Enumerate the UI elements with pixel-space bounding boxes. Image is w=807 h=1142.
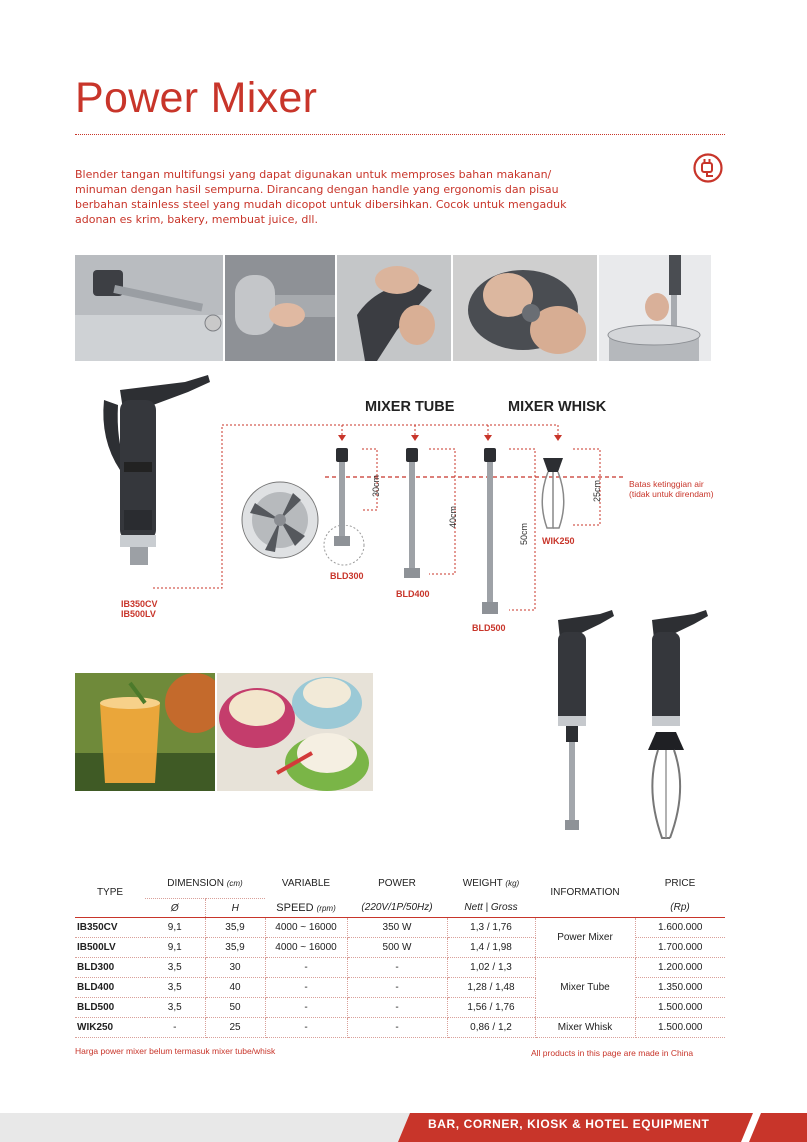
cell-h: 35,9: [205, 938, 265, 958]
col-dimension: DIMENSION (cm): [145, 868, 265, 899]
cell-price: 1.350.000: [635, 978, 725, 998]
cell-d: 3,5: [145, 958, 205, 978]
cell-power: -: [347, 998, 447, 1018]
cell-type: BLD400: [75, 978, 145, 998]
water-note-line2: (tidak untuk direndam): [629, 489, 714, 499]
cell-info-power-mixer: Power Mixer: [535, 918, 635, 958]
cell-d: 9,1: [145, 918, 205, 938]
col-price-unit: (Rp): [635, 899, 725, 918]
cell-weight: 1,02 / 1,3: [447, 958, 535, 978]
cell-info-mixer-whisk: Mixer Whisk: [535, 1018, 635, 1038]
mixer-tube-heading: MIXER TUBE: [365, 399, 455, 415]
cell-speed: 4000 ~ 16000: [265, 938, 347, 958]
water-level-note: [629, 479, 714, 499]
ice-cream-photo: [217, 673, 373, 791]
cell-speed: -: [265, 978, 347, 998]
cell-d: -: [145, 1018, 205, 1038]
water-note-line1: Batas ketinggian air: [629, 479, 704, 489]
cell-type: BLD500: [75, 998, 145, 1018]
cell-h: 40: [205, 978, 265, 998]
length-bld300: 30cm: [371, 474, 381, 497]
cell-type: WIK250: [75, 1018, 145, 1038]
cell-d: 3,5: [145, 978, 205, 998]
assembled-products-image: [540, 610, 720, 840]
cell-price: 1.500.000: [635, 998, 725, 1018]
cell-price: 1.500.000: [635, 1018, 725, 1038]
cell-speed: -: [265, 1018, 347, 1038]
cell-type: IB500LV: [75, 938, 145, 958]
photo-detach-tube: [225, 255, 335, 361]
cell-type: BLD300: [75, 958, 145, 978]
photo-motor-tube: [75, 255, 223, 361]
model-wik250: WIK250: [542, 536, 575, 546]
footer-slant-gap: [733, 1113, 773, 1142]
cell-info-mixer-tube: Mixer Tube: [535, 958, 635, 1018]
cell-price: 1.200.000: [635, 958, 725, 978]
blade-closeup-image: [235, 478, 325, 568]
footer-slant: [398, 1113, 422, 1142]
title-divider: [75, 134, 725, 135]
model-bld400: BLD400: [396, 589, 430, 599]
cell-type: IB350CV: [75, 918, 145, 938]
cell-power: 350 W: [347, 918, 447, 938]
col-speed: SPEED (rpm): [265, 899, 347, 918]
cell-weight: 1,4 / 1,98: [447, 938, 535, 958]
cell-h: 30: [205, 958, 265, 978]
photo-control-button: [453, 255, 597, 361]
cell-h: 50: [205, 998, 265, 1018]
motor-model-labels: [121, 599, 158, 619]
page-title: Power Mixer: [75, 74, 318, 122]
cell-weight: 0,86 / 1,2: [447, 1018, 535, 1038]
col-dim-d: Ø: [145, 899, 205, 918]
cell-weight: 1,56 / 1,76: [447, 998, 535, 1018]
spec-table: [75, 868, 725, 1038]
table-row: [75, 1018, 725, 1038]
col-weight-sub: Nett | Gross: [447, 899, 535, 918]
cell-d: 3,5: [145, 998, 205, 1018]
cell-power: 500 W: [347, 938, 447, 958]
col-variable: VARIABLE: [281, 877, 331, 889]
cell-price: 1.600.000: [635, 918, 725, 938]
col-power-unit: (220V/1P/50Hz): [347, 899, 447, 918]
length-wik250: 25cm: [592, 479, 602, 502]
col-price: PRICE: [664, 877, 696, 889]
length-bld400: 40cm: [448, 505, 458, 528]
col-information: INFORMATION: [535, 868, 635, 918]
motor-model-1: IB350CV: [121, 599, 158, 609]
table-row: [75, 918, 725, 938]
model-bld300: BLD300: [330, 571, 364, 581]
table-row: [75, 958, 725, 978]
motor-model-2: IB500LV: [121, 609, 156, 619]
col-power: POWER: [378, 877, 416, 889]
cell-speed: -: [265, 998, 347, 1018]
cell-power: -: [347, 978, 447, 998]
cell-power: -: [347, 1018, 447, 1038]
col-dim-h: H: [205, 899, 265, 918]
cell-h: 35,9: [205, 918, 265, 938]
model-bld500: BLD500: [472, 623, 506, 633]
footnote-left: Harga power mixer belum termasuk mixer tube/whisk: [75, 1046, 276, 1056]
cell-power: -: [347, 958, 447, 978]
photo-handle-grip: [337, 255, 451, 361]
col-weight: WEIGHT (kg): [462, 877, 520, 889]
usage-photo-strip: [75, 255, 715, 361]
cell-speed: -: [265, 958, 347, 978]
length-bld500: 50cm: [519, 522, 529, 545]
col-type: TYPE: [75, 868, 145, 918]
cell-price: 1.700.000: [635, 938, 725, 958]
footer-label: BAR, CORNER, KIOSK & HOTEL EQUIPMENT: [428, 1117, 710, 1131]
cell-weight: 1,28 / 1,48: [447, 978, 535, 998]
photo-mixing-pot: [599, 255, 711, 361]
table-header-row: [75, 868, 725, 899]
cell-weight: 1,3 / 1,76: [447, 918, 535, 938]
cell-h: 25: [205, 1018, 265, 1038]
plug-icon: [693, 153, 723, 183]
product-description: Blender tangan multifungsi yang dapat digunakan untuk memproses bahan makanan/ minuman dengan hasil sempurna. Dirancang dengan handle yang ergonomis dan pisau berbahan stainless steel yang mudah dicopot untuk dibersihkan. Cocok untuk mengaduk adonan es krim, bakery, membuat juice, dll.: [75, 168, 567, 226]
footnote-right: All products in this page are made in China: [531, 1048, 694, 1058]
mixer-whisk-heading: MIXER WHISK: [508, 399, 607, 415]
juice-photo: [75, 673, 215, 791]
cell-speed: 4000 ~ 16000: [265, 918, 347, 938]
cell-d: 9,1: [145, 938, 205, 958]
